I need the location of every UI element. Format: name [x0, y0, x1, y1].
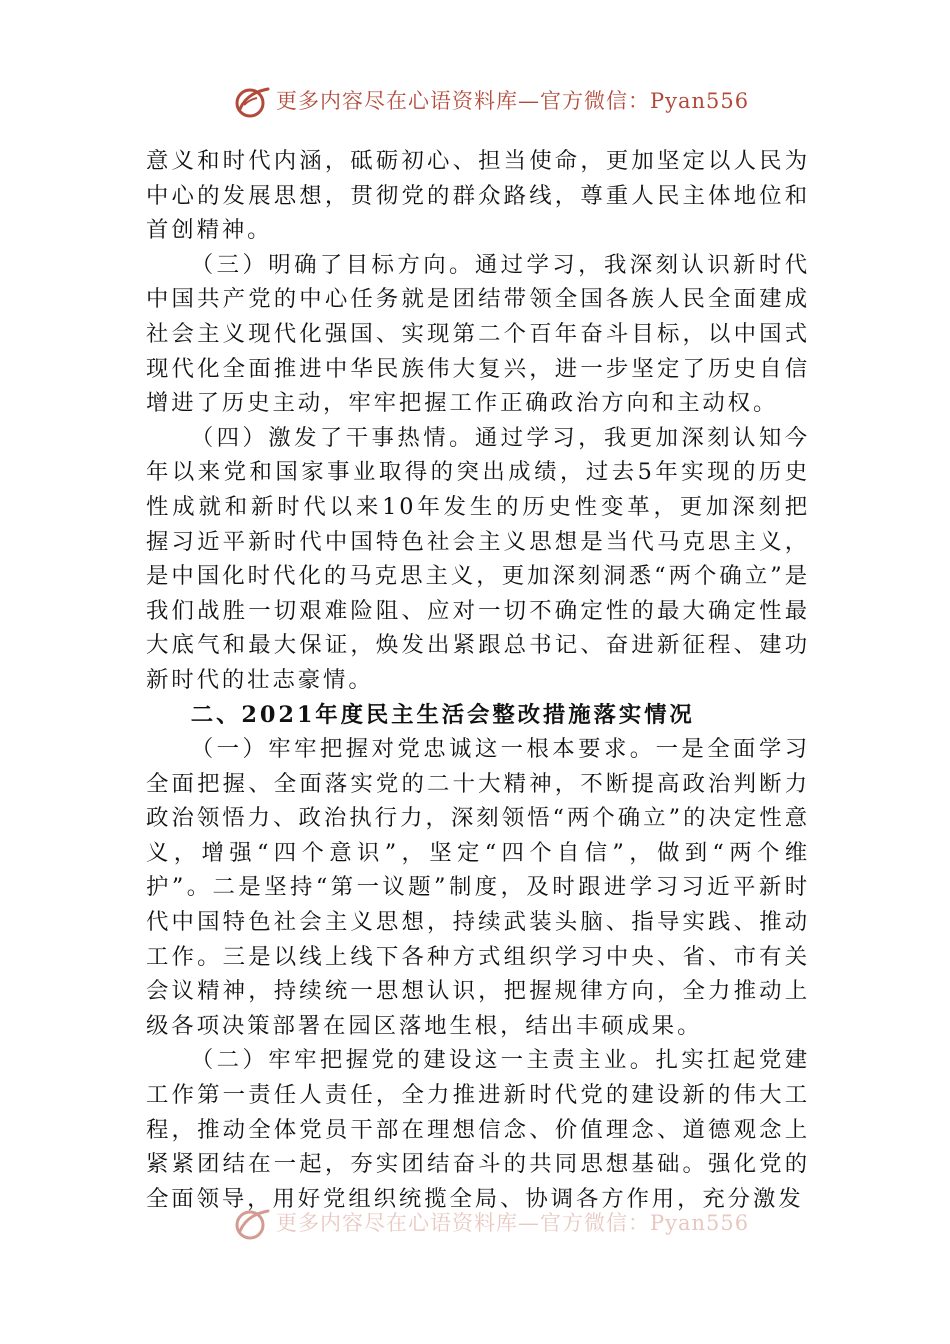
brush-logo-icon [232, 1207, 272, 1241]
paragraph: 意义和时代内涵，砥砺初心、担当使命，更加坚定以人民为中心的发展思想，贯彻党的群众路线，尊重人民主体地位和首创精神。 [146, 148, 810, 244]
watermark-text: 更多内容尽在心语资料库—官方微信：Pyan556 [276, 1211, 750, 1235]
watermark-footer [0, 1202, 950, 1246]
brush-logo-icon [232, 85, 272, 119]
watermark-text: 更多内容尽在心语资料库—官方微信：Pyan556 [276, 89, 750, 113]
watermark-header [0, 80, 950, 124]
section-heading: 二、2021年度民主生活会整改措施落实情况 [190, 701, 695, 728]
paragraph: （三）明确了目标方向。通过学习，我深刻认识新时代中国共产党的中心任务就是团结带领全国各族人民全面建成社会主义现代化强国、实现第二个百年奋斗目标，以中国式现代化全面推进中华民族伟大复兴，进一步坚定了历史自信增进了历史主动，牢牢把握工作正确政治方向和主动权。 [146, 251, 810, 417]
paragraph: （四）激发了干事热情。通过学习，我更加深刻认知今年以来党和国家事业取得的突出成绩，过去5年实现的历史性成就和新时代以来10年发生的历史性变革，更加深刻把握习近平新时代中国特色社会主义思想是当代马克思主义，是中国化时代化的马克思主义，更加深刻洞悉“两个确立”是我们战胜一切艰难险阻、应对一切不确定性的最大确定性最大底气和最大保证，焕发出紧跟总书记、奋进新征程、建功新时代的壮志豪情。 [146, 424, 810, 693]
paragraph: （二）牢牢把握党的建设这一主责主业。扎实扛起党建工作第一责任人责任，全力推进新时代党的建设新的伟大工程，推动全体党员干部在理想信念、价值理念、道德观念上紧紧团结在一起，夯实团结奋斗的共同思想基础。强化党的全面领导，用好党组织统揽全局、协调各方作用，充分激发 [146, 1047, 810, 1212]
document-body [146, 144, 810, 1216]
paragraph: （一）牢牢把握对党忠诚这一根本要求。一是全面学习全面把握、全面落实党的二十大精神，不断提高政治判断力政治领悟力、政治执行力，深刻领悟“两个确立”的决定性意义，增强“四个意识”，坚定“四个自信”，做到“两个维护”。二是坚持“第一议题”制度，及时跟进学习习近平新时代中国特色社会主义思想，持续武装头脑、指导实践、推动工作。三是以线上线下各种方式组织学习中央、省、市有关会议精神，持续统一思想认识，把握规律方向，全力推动上级各项决策部署在园区落地生根，结出丰硕成果。 [146, 736, 810, 1039]
